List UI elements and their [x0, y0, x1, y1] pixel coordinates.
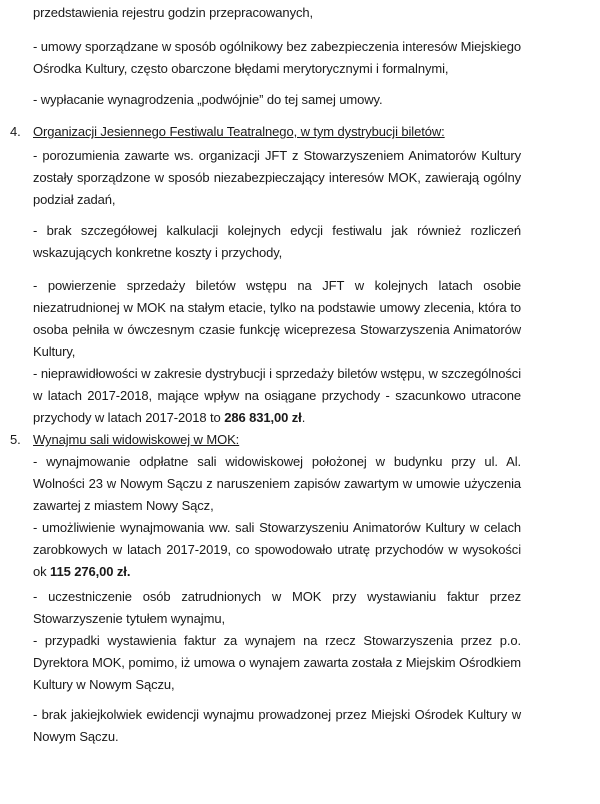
finding-paragraph: - uczestniczenie osób zatrudnionych w MOK przy wystawianiu faktur przez Stowarzyszenie tytułem wynajmu,	[33, 589, 521, 626]
item-heading	[33, 429, 521, 451]
finding-paragraph: - wynajmowanie odpłatne sali widowiskowej położonej w budynku przy ul. Al. Wolności 23 w Nowym Sączu z naruszeniem zapisów zawartym w umowie użyczenia zawartej z miastem Nowy Sącz,	[33, 454, 521, 513]
finding-paragraph	[33, 363, 521, 429]
intro-paragraph: przedstawienia rejestru godzin przepracowanych,	[33, 5, 314, 20]
lost-revenue-amount: 286 831,00 zł	[224, 410, 302, 425]
finding-paragraph: - brak szczegółowej kalkulacji kolejnych edycji festiwalu jak również rozliczeń wskazujących konkretne koszty i przychody,	[33, 223, 521, 260]
finding-paragraph: - brak jakiejkolwiek ewidencji wynajmu prowadzonej przez Miejski Ośrodek Kultury w Nowym Sączu.	[33, 707, 521, 744]
item-body	[33, 121, 521, 429]
item-heading-text: Organizacji Jesiennego Festiwalu Teatralnego, w tym dystrybucji biletów:	[33, 124, 445, 139]
finding-text: - nieprawidłowości w zakresie dystrybucji i sprzedaży biletów wstępu, w szczególności w latach 2017-2018, mające wpływ na osiągane przychody - szacunkowo utracone przychody w latach 2017-2018 to	[33, 366, 521, 425]
item-heading	[33, 121, 521, 143]
finding-text: .	[301, 410, 306, 425]
item-number: 5.	[10, 432, 21, 447]
intro-paragraph: - wypłacanie wynagrodzenia „podwójnie” do tej samej umowy.	[33, 92, 383, 107]
numbered-item-4	[0, 121, 600, 429]
intro-section	[0, 2, 600, 111]
finding-paragraph: - porozumienia zawarte ws. organizacji JFT z Stowarzyszeniem Animatorów Kultury zostały sporządzone w sposób niezabezpieczający interesów MOK, zawierają ogólny podział zadań,	[33, 148, 521, 207]
intro-paragraph: - umowy sporządzane w sposób ogólnikowy bez zabezpieczenia interesów Miejskiego Ośrodka Kultury, często obarczone błędami merytorycznymi i formalnymi,	[33, 39, 521, 76]
finding-paragraph	[33, 517, 521, 583]
numbered-item-5	[0, 429, 600, 748]
lost-revenue-amount: 115 276,00 zł.	[50, 564, 131, 579]
item-number: 4.	[10, 124, 21, 139]
finding-paragraph: - przypadki wystawienia faktur za wynajem na rzecz Stowarzyszenia przez p.o. Dyrektora MOK, pomimo, iż umowa o wynajem zawarta została z Miejskim Ośrodkiem Kultury w Nowym Sączu,	[33, 633, 521, 692]
item-heading-text: Wynajmu sali widowiskowej w MOK:	[33, 432, 240, 447]
finding-text: - umożliwienie wynajmowania ww. sali Stowarzyszeniu Animatorów Kultury w celach zarobkowych w latach 2017-2019, co spowodowało utratę przychodów w wysokości ok	[33, 520, 521, 579]
item-body	[33, 429, 521, 748]
finding-paragraph: - powierzenie sprzedaży biletów wstępu na JFT w kolejnych latach osobie niezatrudnionej w MOK na stałym etacie, tylko na podstawie umowy zlecenia, która to osoba pełniła w ówczesnym czasie funkcję wiceprezesa Stowarzyszenia Animatorów Kultury,	[33, 278, 521, 359]
